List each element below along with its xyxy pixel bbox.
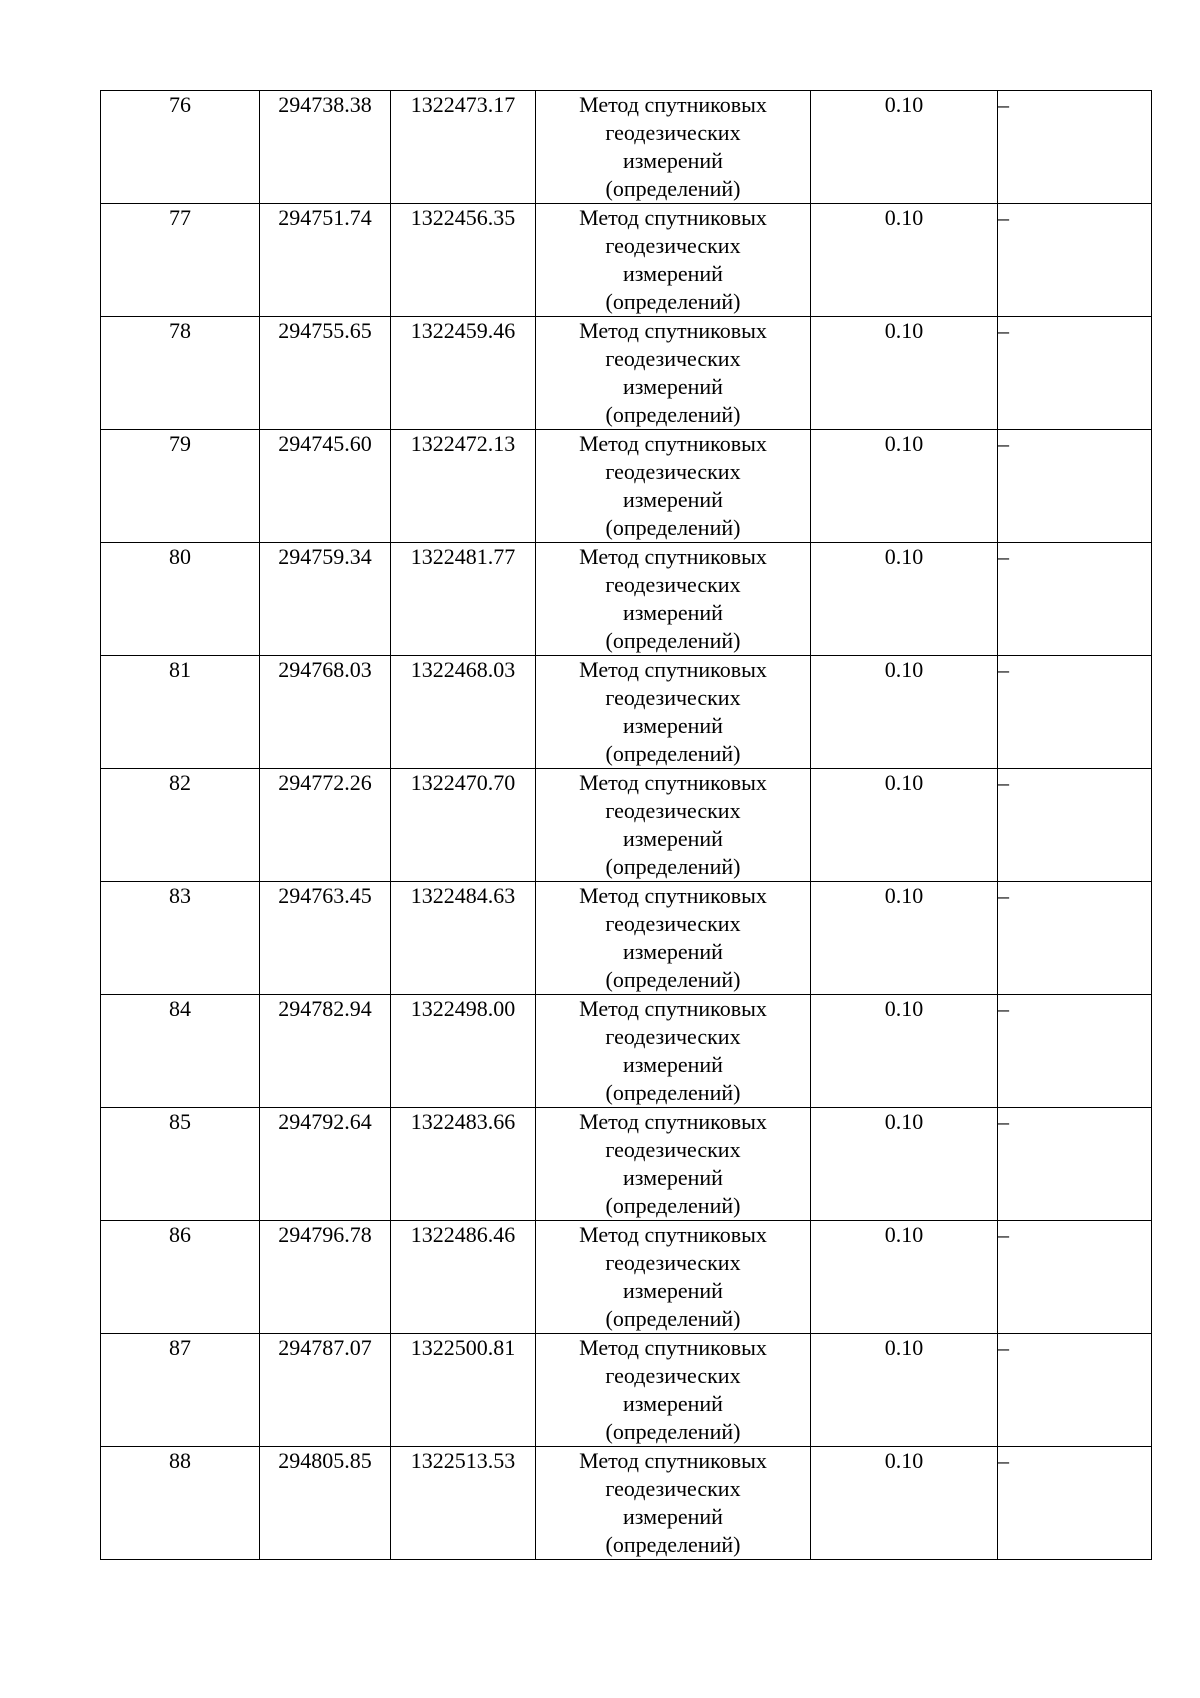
method-line: Метод спутниковых: [579, 1448, 767, 1473]
table-row: [101, 1334, 1152, 1447]
method-cell: [536, 317, 811, 430]
x-coordinate-cell: 294768.03: [260, 656, 391, 769]
point-number-cell: 87: [101, 1334, 260, 1447]
accuracy-cell: 0.10: [811, 543, 998, 656]
accuracy-cell: 0.10: [811, 882, 998, 995]
method-cell: [536, 204, 811, 317]
method-line: Метод спутниковых: [579, 1335, 767, 1360]
method-cell: [536, 430, 811, 543]
point-number-cell: 77: [101, 204, 260, 317]
method-line: Метод спутниковых: [579, 770, 767, 795]
y-coordinate-cell: 1322486.46: [391, 1221, 536, 1334]
method-line: измерений: [623, 1504, 723, 1529]
method-line: измерений: [623, 261, 723, 286]
method-line: Метод спутниковых: [579, 996, 767, 1021]
table-row: [101, 769, 1152, 882]
method-line: измерений: [623, 1391, 723, 1416]
method-line: (определений): [605, 402, 741, 427]
method-cell: [536, 1108, 811, 1221]
table-row: [101, 543, 1152, 656]
y-coordinate-cell: 1322484.63: [391, 882, 536, 995]
method-line: (определений): [605, 1080, 741, 1105]
x-coordinate-cell: 294796.78: [260, 1221, 391, 1334]
y-coordinate-cell: 1322481.77: [391, 543, 536, 656]
method-line: геодезических: [605, 120, 741, 145]
table-row: [101, 430, 1152, 543]
note-cell: –: [998, 91, 1152, 204]
x-coordinate-cell: 294759.34: [260, 543, 391, 656]
table-row: [101, 882, 1152, 995]
method-cell: [536, 543, 811, 656]
point-number-cell: 82: [101, 769, 260, 882]
note-cell: –: [998, 1447, 1152, 1560]
method-line: геодезических: [605, 911, 741, 936]
accuracy-cell: 0.10: [811, 317, 998, 430]
note-cell: –: [998, 1108, 1152, 1221]
method-cell: [536, 882, 811, 995]
method-line: Метод спутниковых: [579, 431, 767, 456]
method-cell: [536, 1447, 811, 1560]
table-row: [101, 656, 1152, 769]
table-row: [101, 91, 1152, 204]
method-line: геодезических: [605, 1250, 741, 1275]
accuracy-cell: 0.10: [811, 1334, 998, 1447]
note-cell: –: [998, 882, 1152, 995]
method-line: (определений): [605, 1419, 741, 1444]
method-line: измерений: [623, 1052, 723, 1077]
note-cell: –: [998, 204, 1152, 317]
method-line: (определений): [605, 628, 741, 653]
x-coordinate-cell: 294751.74: [260, 204, 391, 317]
method-line: геодезических: [605, 459, 741, 484]
method-line: измерений: [623, 1278, 723, 1303]
table-row: [101, 204, 1152, 317]
y-coordinate-cell: 1322459.46: [391, 317, 536, 430]
method-line: измерений: [623, 826, 723, 851]
table-row: [101, 1221, 1152, 1334]
y-coordinate-cell: 1322498.00: [391, 995, 536, 1108]
method-line: измерений: [623, 600, 723, 625]
table-row: [101, 1108, 1152, 1221]
method-line: Метод спутниковых: [579, 657, 767, 682]
method-line: Метод спутниковых: [579, 92, 767, 117]
method-line: измерений: [623, 374, 723, 399]
note-cell: –: [998, 430, 1152, 543]
method-line: (определений): [605, 741, 741, 766]
method-line: измерений: [623, 148, 723, 173]
x-coordinate-cell: 294787.07: [260, 1334, 391, 1447]
method-line: геодезических: [605, 233, 741, 258]
method-cell: [536, 1221, 811, 1334]
method-line: измерений: [623, 487, 723, 512]
x-coordinate-cell: 294745.60: [260, 430, 391, 543]
point-number-cell: 76: [101, 91, 260, 204]
x-coordinate-cell: 294792.64: [260, 1108, 391, 1221]
coordinates-table: [100, 90, 1152, 1560]
point-number-cell: 80: [101, 543, 260, 656]
method-line: геодезических: [605, 1476, 741, 1501]
method-line: Метод спутниковых: [579, 205, 767, 230]
method-line: геодезических: [605, 798, 741, 823]
y-coordinate-cell: 1322500.81: [391, 1334, 536, 1447]
note-cell: –: [998, 656, 1152, 769]
point-number-cell: 78: [101, 317, 260, 430]
method-line: измерений: [623, 1165, 723, 1190]
accuracy-cell: 0.10: [811, 204, 998, 317]
note-cell: –: [998, 317, 1152, 430]
accuracy-cell: 0.10: [811, 430, 998, 543]
x-coordinate-cell: 294755.65: [260, 317, 391, 430]
method-line: (определений): [605, 1306, 741, 1331]
y-coordinate-cell: 1322483.66: [391, 1108, 536, 1221]
method-line: (определений): [605, 515, 741, 540]
method-line: Метод спутниковых: [579, 883, 767, 908]
accuracy-cell: 0.10: [811, 656, 998, 769]
method-line: измерений: [623, 713, 723, 738]
x-coordinate-cell: 294805.85: [260, 1447, 391, 1560]
method-cell: [536, 91, 811, 204]
method-cell: [536, 656, 811, 769]
method-line: (определений): [605, 1532, 741, 1557]
accuracy-cell: 0.10: [811, 1221, 998, 1334]
point-number-cell: 85: [101, 1108, 260, 1221]
x-coordinate-cell: 294763.45: [260, 882, 391, 995]
y-coordinate-cell: 1322470.70: [391, 769, 536, 882]
method-line: геодезических: [605, 1363, 741, 1388]
note-cell: –: [998, 543, 1152, 656]
method-line: (определений): [605, 1193, 741, 1218]
method-line: Метод спутниковых: [579, 318, 767, 343]
method-line: геодезических: [605, 572, 741, 597]
y-coordinate-cell: 1322513.53: [391, 1447, 536, 1560]
table-row: [101, 1447, 1152, 1560]
method-line: Метод спутниковых: [579, 544, 767, 569]
method-cell: [536, 769, 811, 882]
accuracy-cell: 0.10: [811, 91, 998, 204]
accuracy-cell: 0.10: [811, 995, 998, 1108]
accuracy-cell: 0.10: [811, 769, 998, 882]
point-number-cell: 88: [101, 1447, 260, 1560]
method-line: (определений): [605, 967, 741, 992]
method-line: геодезических: [605, 346, 741, 371]
y-coordinate-cell: 1322472.13: [391, 430, 536, 543]
method-cell: [536, 995, 811, 1108]
method-line: (определений): [605, 854, 741, 879]
note-cell: –: [998, 995, 1152, 1108]
method-line: геодезических: [605, 1137, 741, 1162]
note-cell: –: [998, 1221, 1152, 1334]
point-number-cell: 79: [101, 430, 260, 543]
y-coordinate-cell: 1322473.17: [391, 91, 536, 204]
x-coordinate-cell: 294772.26: [260, 769, 391, 882]
note-cell: –: [998, 1334, 1152, 1447]
point-number-cell: 81: [101, 656, 260, 769]
note-cell: –: [998, 769, 1152, 882]
table-body: [101, 91, 1152, 1560]
y-coordinate-cell: 1322456.35: [391, 204, 536, 317]
method-line: геодезических: [605, 685, 741, 710]
method-line: Метод спутниковых: [579, 1109, 767, 1134]
table-row: [101, 995, 1152, 1108]
accuracy-cell: 0.10: [811, 1108, 998, 1221]
method-line: измерений: [623, 939, 723, 964]
method-cell: [536, 1334, 811, 1447]
method-line: (определений): [605, 289, 741, 314]
accuracy-cell: 0.10: [811, 1447, 998, 1560]
method-line: геодезических: [605, 1024, 741, 1049]
method-line: Метод спутниковых: [579, 1222, 767, 1247]
y-coordinate-cell: 1322468.03: [391, 656, 536, 769]
point-number-cell: 84: [101, 995, 260, 1108]
x-coordinate-cell: 294782.94: [260, 995, 391, 1108]
table-row: [101, 317, 1152, 430]
method-line: (определений): [605, 176, 741, 201]
point-number-cell: 86: [101, 1221, 260, 1334]
point-number-cell: 83: [101, 882, 260, 995]
x-coordinate-cell: 294738.38: [260, 91, 391, 204]
